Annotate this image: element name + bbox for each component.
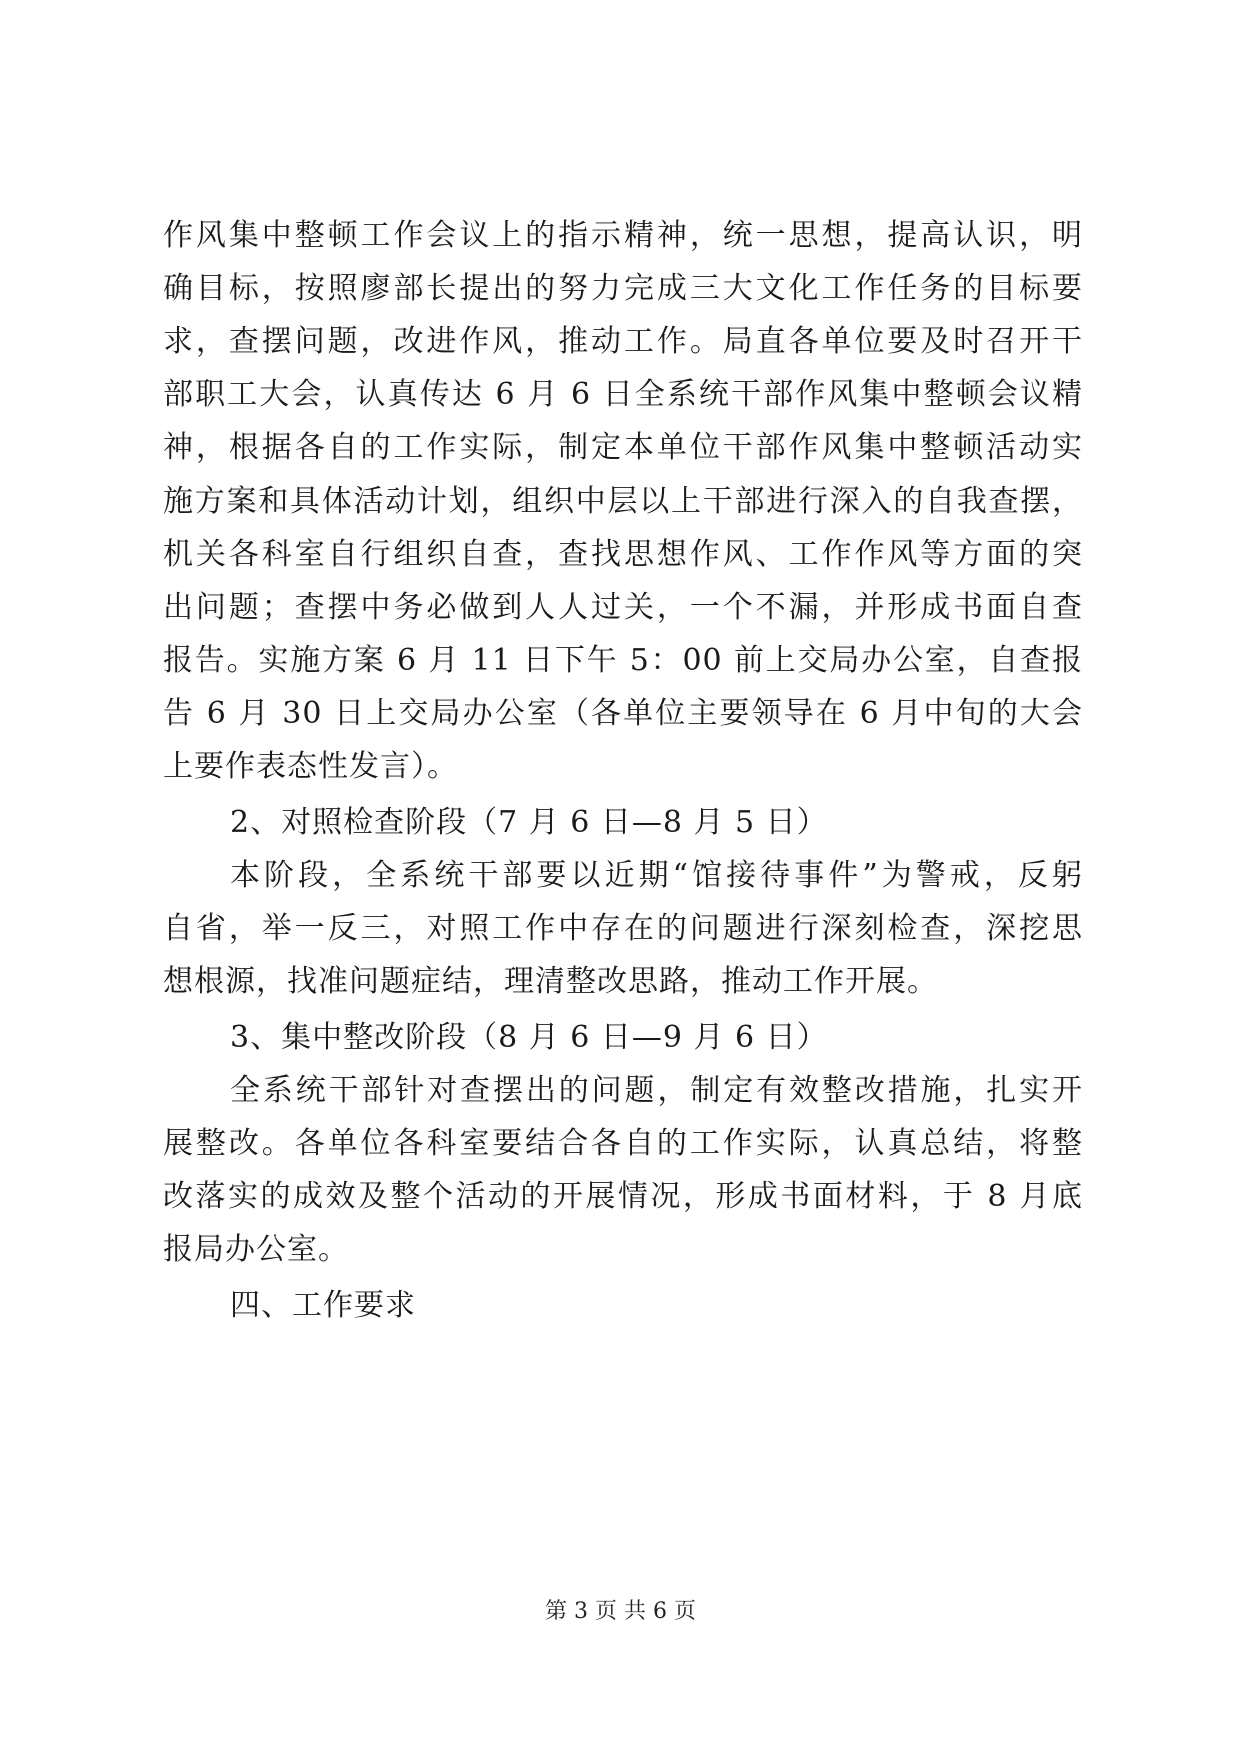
text-line: 展整改。各单位各科室要结合各自的工作实际，认真总结，将整 bbox=[163, 1126, 1083, 1161]
text-line: 报局办公室。 bbox=[163, 1232, 349, 1267]
text-line: 报告。实施方案 6 月 11 日下午 5：00 前上交局办公室，自查报 bbox=[163, 643, 1083, 678]
text-line: 施方案和具体活动计划，组织中层以上干部进行深入的自我查摆， bbox=[163, 484, 1083, 519]
text-line: 改落实的成效及整个活动的开展情况，形成书面材料，于 8 月底 bbox=[163, 1179, 1083, 1214]
text-line: 神，根据各自的工作实际，制定本单位干部作风集中整顿活动实 bbox=[163, 430, 1083, 465]
text-line: 出问题；查摆中务必做到人人过关，一个不漏，并形成书面自查 bbox=[163, 590, 1083, 625]
page-number-footer: 第 3 页 共 6 页 bbox=[545, 1599, 696, 1624]
text-line: 全系统干部针对查摆出的问题，制定有效整改措施，扎实开 bbox=[230, 1073, 1083, 1108]
text-line: 部职工大会，认真传达 6 月 6 日全系统干部作风集中整顿会议精 bbox=[163, 377, 1083, 412]
text-line: 告 6 月 30 日上交局办公室（各单位主要领导在 6 月中旬的大会 bbox=[163, 696, 1083, 731]
section-heading: 四、工作要求 bbox=[230, 1288, 416, 1323]
text-line: 本阶段，全系统干部要以近期“馆接待事件”为警戒，反躬 bbox=[230, 858, 1083, 893]
text-line: 机关各科室自行组织自查，查找思想作风、工作作风等方面的突 bbox=[163, 537, 1083, 572]
section-heading: 2、对照检查阶段（7 月 6 日—8 月 5 日） bbox=[230, 805, 828, 840]
text-line: 确目标，按照廖部长提出的努力完成三大文化工作任务的目标要 bbox=[163, 271, 1083, 306]
text-line: 上要作表态性发言）。 bbox=[163, 749, 458, 784]
text-line: 自省，举一反三，对照工作中存在的问题进行深刻检查，深挖思 bbox=[163, 911, 1083, 946]
text-line: 求，查摆问题，改进作风，推动工作。局直各单位要及时召开干 bbox=[163, 324, 1083, 359]
section-heading: 3、集中整改阶段（8 月 6 日—9 月 6 日） bbox=[230, 1020, 828, 1055]
text-line: 想根源，找准问题症结，理清整改思路，推动工作开展。 bbox=[163, 964, 938, 999]
text-line: 作风集中整顿工作会议上的指示精神，统一思想，提高认识，明 bbox=[163, 218, 1083, 253]
